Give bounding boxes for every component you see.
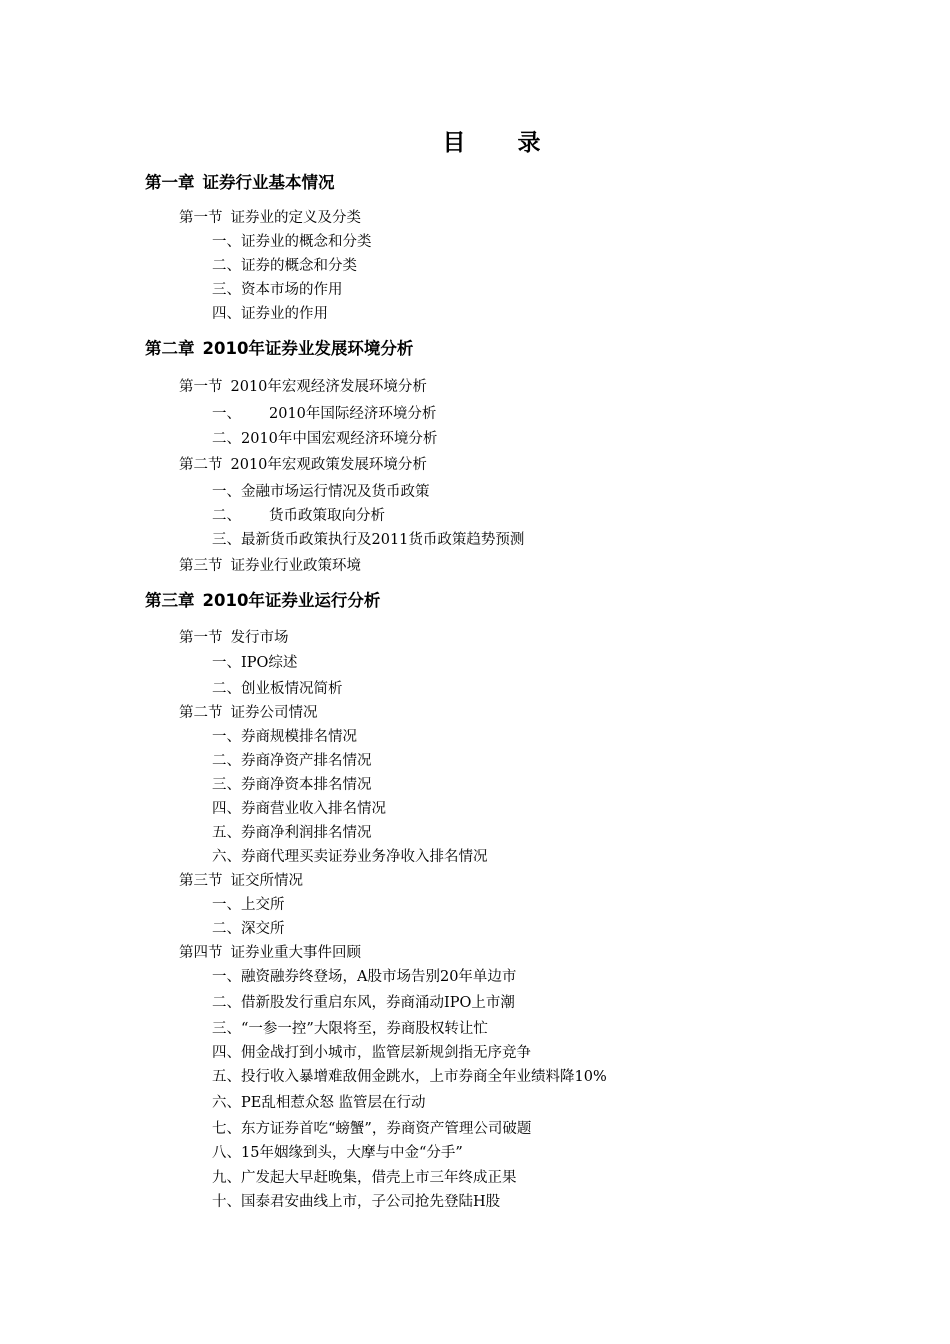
item-prefix: 二、: [212, 508, 241, 524]
toc-item[interactable]: 八、15年姻缘到头，大摩与中金“分手”: [212, 1145, 463, 1161]
section-title: 证交所情况: [230, 873, 303, 889]
chapter-title: 2010年证券业发展环境分析: [202, 339, 414, 358]
section-title: 证券业的定义及分类: [230, 210, 361, 226]
chapter-label: 第一章: [145, 173, 195, 192]
toc-item[interactable]: 六、PE乱相惹众怒 监管层在行动: [212, 1095, 426, 1111]
toc-item[interactable]: 二、借新股发行重启东风，券商涌动IPO上市潮: [212, 995, 515, 1011]
toc-item[interactable]: 六、券商代理买卖证券业务净收入排名情况: [212, 849, 488, 865]
section-label: 第三节: [179, 873, 223, 889]
chapter-label: 第二章: [145, 339, 195, 358]
section-title: 2010年宏观经济发展环境分析: [230, 379, 427, 395]
toc-item[interactable]: 二、深交所: [212, 921, 285, 937]
item-prefix: 一、: [212, 406, 241, 422]
toc-item[interactable]: [212, 506, 385, 526]
section-title: 证券业行业政策环境: [230, 558, 361, 574]
section-label: 第三节: [179, 558, 223, 574]
toc-section-3-4[interactable]: [179, 943, 361, 963]
toc-item[interactable]: 一、金融市场运行情况及货币政策: [212, 484, 430, 500]
section-title: 证券公司情况: [230, 705, 318, 721]
toc-item[interactable]: 十、国泰君安曲线上市，子公司抢先登陆H股: [212, 1194, 501, 1210]
section-label: 第一节: [179, 630, 223, 646]
toc-title: 目 录: [442, 130, 563, 156]
toc-chapter-2[interactable]: [145, 339, 413, 359]
toc-section-1-1[interactable]: [179, 208, 361, 228]
toc-section-3-2[interactable]: [179, 703, 318, 723]
toc-section-2-1[interactable]: [179, 377, 427, 397]
section-title: 2010年宏观政策发展环境分析: [230, 457, 427, 473]
toc-item[interactable]: 一、IPO综述: [212, 655, 298, 671]
toc-item[interactable]: 一、券商规模排名情况: [212, 729, 357, 745]
toc-section-3-3[interactable]: [179, 871, 303, 891]
section-title: 发行市场: [230, 630, 289, 646]
toc-chapter-1[interactable]: [145, 173, 335, 193]
toc-item[interactable]: 九、广发起大早赶晚集，借壳上市三年终成正果: [212, 1170, 517, 1186]
chapter-label: 第三章: [145, 591, 195, 610]
section-label: 第四节: [179, 945, 223, 961]
toc-item[interactable]: 一、融资融券终登场，A股市场告别20年单边市: [212, 969, 517, 985]
toc-item[interactable]: [212, 404, 436, 424]
toc-item[interactable]: 三、券商净资本排名情况: [212, 777, 372, 793]
toc-section-2-2[interactable]: [179, 455, 427, 475]
toc-item[interactable]: 一、证券业的概念和分类: [212, 234, 372, 250]
section-label: 第一节: [179, 379, 223, 395]
item-text: 2010年国际经济环境分析: [269, 406, 437, 422]
toc-section-3-1[interactable]: [179, 628, 289, 648]
section-label: 第一节: [179, 210, 223, 226]
toc-item[interactable]: 五、券商净利润排名情况: [212, 825, 372, 841]
toc-item[interactable]: 三、资本市场的作用: [212, 282, 343, 298]
toc-chapter-3[interactable]: [145, 591, 380, 611]
toc-item[interactable]: 二、创业板情况简析: [212, 681, 343, 697]
toc-item[interactable]: 五、投行收入暴增难敌佣金跳水，上市券商全年业绩料降10%: [212, 1069, 607, 1085]
chapter-title: 2010年证券业运行分析: [202, 591, 381, 610]
section-label: 第二节: [179, 457, 223, 473]
toc-item[interactable]: 一、上交所: [212, 897, 285, 913]
section-title: 证券业重大事件回顾: [230, 945, 361, 961]
toc-item[interactable]: 四、券商营业收入排名情况: [212, 801, 386, 817]
toc-item[interactable]: 二、证券的概念和分类: [212, 258, 357, 274]
chapter-title: 证券行业基本情况: [202, 173, 335, 192]
toc-item[interactable]: 四、佣金战打到小城市，监管层新规剑指无序竞争: [212, 1045, 531, 1061]
toc-item[interactable]: 四、证券业的作用: [212, 306, 328, 322]
toc-item[interactable]: 三、“一参一控”大限将至，券商股权转让忙: [212, 1021, 488, 1037]
toc-item[interactable]: 七、东方证券首吃“螃蟹”，券商资产管理公司破题: [212, 1121, 532, 1137]
toc-item[interactable]: 二、券商净资产排名情况: [212, 753, 372, 769]
toc-item[interactable]: 二、2010年中国宏观经济环境分析: [212, 431, 438, 447]
toc-section-2-3[interactable]: [179, 556, 361, 576]
toc-item[interactable]: 三、最新货币政策执行及2011货币政策趋势预测: [212, 532, 525, 548]
item-text: 货币政策取向分析: [269, 508, 385, 524]
section-label: 第二节: [179, 705, 223, 721]
